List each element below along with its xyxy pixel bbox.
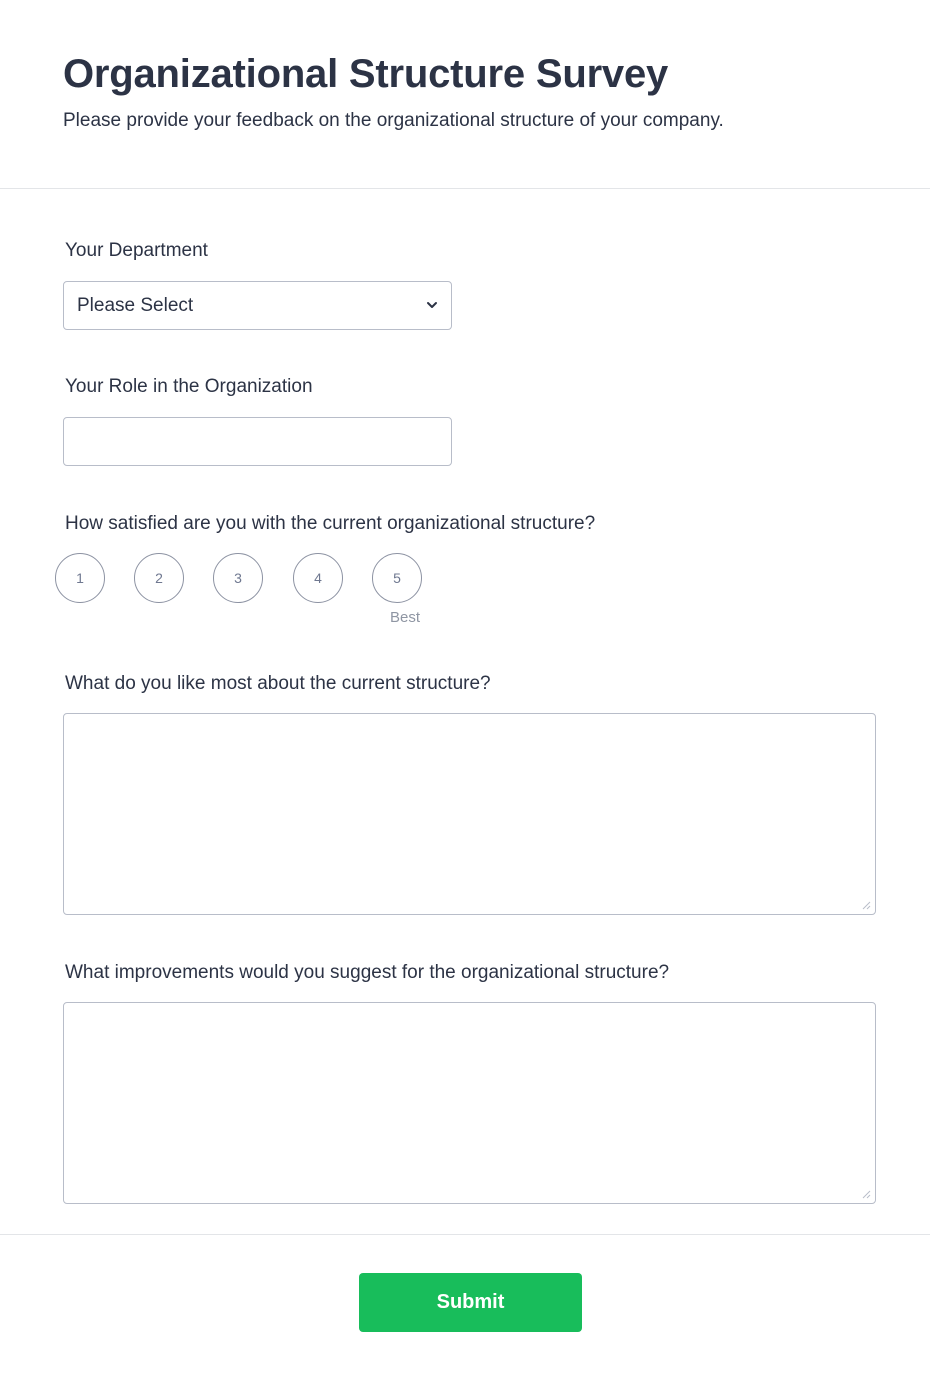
likes-textarea[interactable] [63,713,876,915]
department-select-value: Please Select [77,294,194,316]
rating-option-3[interactable]: 3 [213,553,263,603]
submit-button[interactable]: Submit [359,1273,582,1332]
chevron-down-icon [425,298,439,312]
rating-option-5[interactable]: 5 [372,553,422,603]
improvements-label: What improvements would you suggest for the organizational structure? [65,962,670,983]
form-header [0,0,930,189]
satisfaction-label: How satisfied are you with the current organizational structure? [65,513,596,534]
rating-option-2[interactable]: 2 [134,553,184,603]
form-subtitle: Please provide your feedback on the organizational structure of your company. [63,110,724,131]
likes-label: What do you like most about the current structure? [65,673,491,694]
resize-grip-icon[interactable] [861,1189,871,1199]
resize-grip-icon[interactable] [861,900,871,910]
improvements-textarea[interactable] [63,1002,876,1204]
footer-divider [0,1234,930,1235]
rating-option-1[interactable]: 1 [55,553,105,603]
role-label: Your Role in the Organization [65,376,313,397]
rating-option-4[interactable]: 4 [293,553,343,603]
form-title: Organizational Structure Survey [63,52,669,96]
rating-max-caption: Best [390,609,421,626]
role-input[interactable] [63,417,452,466]
department-label: Your Department [65,240,208,261]
department-select[interactable] [63,281,452,330]
